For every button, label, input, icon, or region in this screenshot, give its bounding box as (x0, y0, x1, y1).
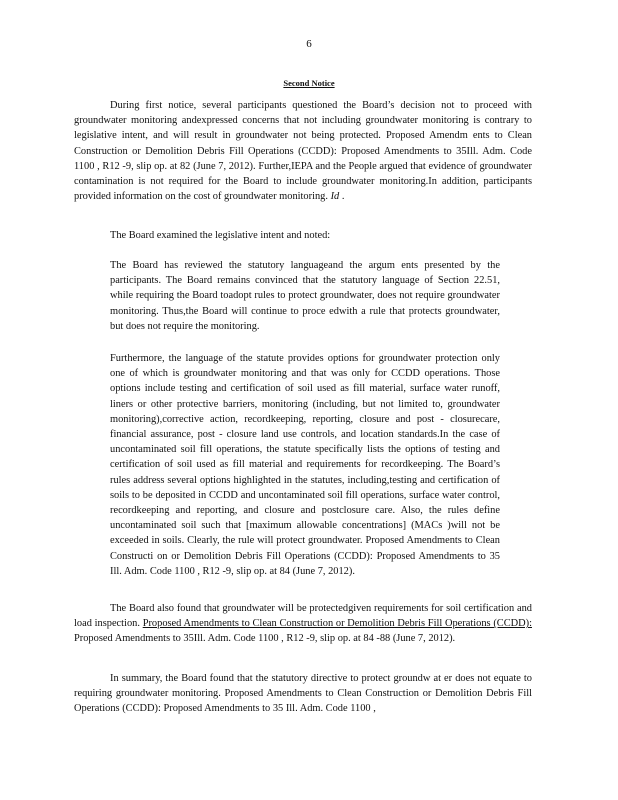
section-heading (0, 76, 618, 91)
underlined-citation: Proposed Amendments to Clean Construction or Demolition Debris Fill Operations (CCDD): (142, 618, 532, 630)
paragraph-groundwater-protected-text: The Board also found that groundwater will be protectedgiven requirements for soil certification and load inspection. (74, 603, 532, 630)
id-citation: Id (330, 191, 340, 203)
block-quote-statutory: The Board has reviewed the statutory languageand the argum ents presented by the participants. The Board remains convinced that the statutory language of Section 22.51, while requiring the Board toadopt rules to protect groundwater, does not require groundwater monitoring. Thus,the Board will continue to proce edwith a rule that protects groundwater, but does not require the monitoring. (110, 260, 500, 332)
paragraph-first-notice: During first notice, several participants questioned the Board’s decision not to proceed with groundwater monitoring andexpressed concerns that not including groundwater monitoring is contrary to legislative intent, and will result in groundwater not being protected. Proposed Amendm ents to Clean Construction or Demolition Debris Fill Operations (CCDD): Proposed Amendments to 35Ill. Adm. Code 1100 , R12 -9, slip op. at 82 (June 7, 2012). Further,IEPA and the People argued that evidence of groundwater contamination is not required for the Board to include groundwater monitoring.In addition, participants provided information on the cost of groundwater monitoring. Id . (74, 100, 532, 203)
paragraph-board-examined: The Board examined the legislative intent and noted: (110, 230, 331, 241)
paragraph-in-summary: In summary, the Board found that the statutory directive to protect groundw at er does not equate to requiring groundwater monitoring. Proposed Amendments to Clean Construction or Demolition Debris Fill Operations (CCDD): Proposed Amendments to 35 Ill. Adm. Code 1100 , (74, 673, 532, 715)
block-quote-options: Furthermore, the language of the statute provides options for groundwater protection only one of which is groundwater monitoring and that was only for CCDD operations. Those options include testing and certification of soil used as fill material, surface water runoff, liners or other protective barriers, monitoring (including, but not limited to, groundwater monitoring),corrective action, recordkeeping, reporting, closure and post - closurecare, financial assurance, post - closure land use controls, and location standards.In the case of uncontaminated soil fill operations, the statute specifically lists the options of testing and certification of soil used as fill material and requirements for recordkeeping. The Board’s rules address several options highlighted in the statutes, including,testing and certification of soils to be deposited in CCDD and uncontaminated soil fill operations, surface water control, recordkeeping and reporting, and closure and postclosure care. Also, the rules define uncontaminated soil such that [maximum allowable concentrations] (MACs )will not be exceeded in soils. Clearly, the rule will protect groundwater. Proposed Amendments to Clean Constructi on or Demolition Debris Fill Operations (CCDD): Proposed Amendments to 35 Ill. Adm. Code 1100 , R12 -9, slip op. at 84 (June 7, 2012). (110, 353, 500, 577)
paragraph-groundwater-protected (74, 601, 532, 647)
section-heading-text: Second Notice (283, 78, 335, 88)
citation-continuation: Proposed Amendments to 35Ill. Adm. Code 1100 , R12 -9, slip op. at 84 -88 (June 7, 2012). (74, 633, 456, 645)
paragraph-first-notice-text: During first notice, several participants questioned the Board’s decision not to proceed with groundwater monitoring andexpressed concerns that not including groundwater monitoring is contrary to legislative intent, and will result in groundwater not being protected. Proposed Amendm ents to Clean Construction or Demolition Debris Fill Operations (CCDD): Proposed Amendments to 35Ill. Adm. Code 1100 , R12 -9, slip op. at 82 (June 7, 2012). Further,IEPA and the People argued that evidence of groundwater contamination is not required for the Board to include groundwater monitoring.In addition, participants provided information on the cost of groundwater monitoring. (74, 100, 532, 203)
page-number: 6 (306, 38, 312, 50)
